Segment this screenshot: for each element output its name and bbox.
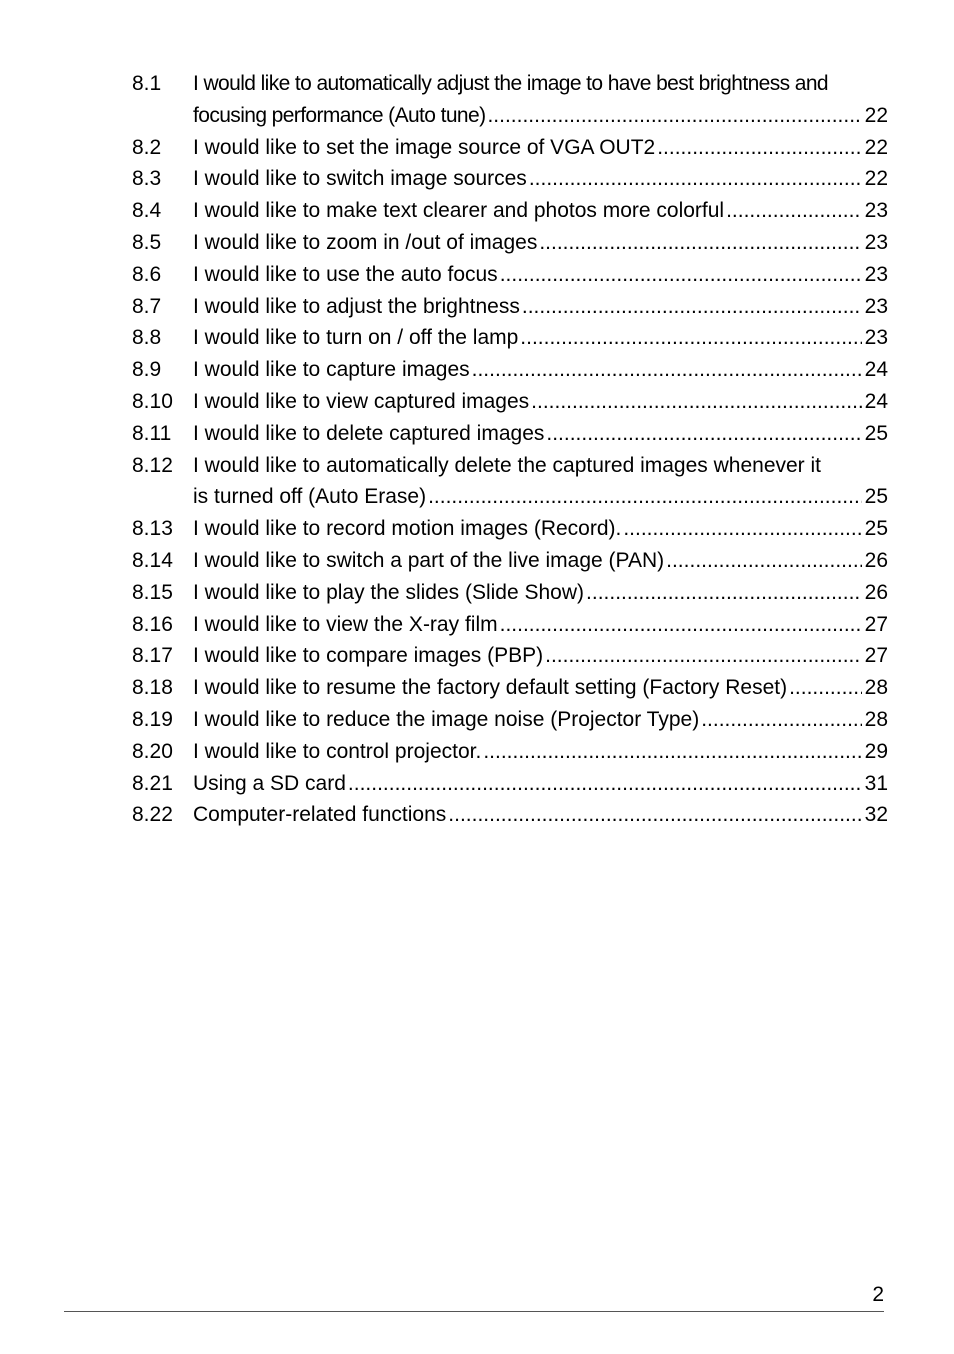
- toc-entry-page: 22: [864, 167, 888, 191]
- toc-entry-number: 8.9: [132, 358, 162, 382]
- toc-entry[interactable]: [132, 195, 888, 227]
- toc-entry-page: 23: [864, 294, 888, 318]
- toc-entry-page: 28: [864, 707, 888, 731]
- dot-leader: [428, 481, 862, 513]
- toc-entry-title: is turned off (Auto Erase): [193, 485, 427, 509]
- toc-entry-title-line: I would like to automatically delete the captured images whenever it: [193, 453, 822, 477]
- toc-entry-title: I would like to switch image sources: [193, 167, 527, 191]
- toc-entry-title: I would like to delete captured images: [193, 421, 545, 445]
- toc-entry-page: 25: [864, 421, 888, 445]
- toc-entry-page: 24: [864, 389, 888, 413]
- footer-divider: [64, 1311, 884, 1312]
- toc-entry-number: 8.12: [132, 453, 173, 477]
- toc-entry[interactable]: [132, 640, 888, 672]
- toc-entry[interactable]: [132, 799, 888, 831]
- page-number: 2: [872, 1283, 884, 1306]
- dot-leader: [726, 195, 862, 227]
- toc-entry-page: 26: [864, 548, 888, 572]
- dot-leader: [348, 768, 862, 800]
- toc-entry-number: 8.13: [132, 517, 173, 541]
- toc-entry[interactable]: [132, 513, 888, 545]
- toc-entry-title: I would like to capture images: [193, 358, 470, 382]
- toc-entry-number: 8.4: [132, 199, 162, 223]
- toc-entry-page: 25: [864, 517, 888, 541]
- dot-leader: [500, 259, 862, 291]
- toc-entry-page: 27: [864, 612, 888, 636]
- toc-entry[interactable]: [132, 322, 888, 354]
- toc-entry-title: Using a SD card: [193, 771, 346, 795]
- toc-entry-title: I would like to adjust the brightness: [193, 294, 520, 318]
- toc-entry-page: 25: [864, 485, 888, 509]
- toc-entry-number: 8.1: [132, 72, 162, 95]
- toc-entry-number: 8.11: [132, 421, 172, 445]
- toc-entry-page: 28: [864, 676, 888, 700]
- toc-entry-title: I would like to set the image source of VGA OUT2: [193, 135, 656, 159]
- dot-leader: [546, 418, 861, 450]
- toc-entry[interactable]: [132, 259, 888, 291]
- dot-leader: [522, 291, 862, 323]
- toc-entry-number: 8.14: [132, 548, 173, 572]
- toc-entry[interactable]: [132, 354, 888, 386]
- toc-entry-title: I would like to resume the factory default setting (Factory Reset): [193, 676, 788, 700]
- toc-entry-title: I would like to use the auto focus: [193, 262, 498, 286]
- dot-leader: [701, 704, 861, 736]
- dot-leader: [539, 227, 861, 259]
- dot-leader: [666, 545, 862, 577]
- toc-entry-title: I would like to play the slides (Slide Show): [193, 580, 585, 604]
- dot-leader: [483, 736, 861, 768]
- toc-entry-page: 29: [864, 739, 888, 763]
- toc-entry-number: 8.21: [132, 771, 173, 795]
- toc-entry[interactable]: [132, 736, 888, 768]
- toc-entry-title-line: I would like to automatically adjust the image to have best brightness and: [193, 72, 828, 95]
- toc-entry-page: 32: [864, 803, 888, 827]
- toc-entry-number: 8.5: [132, 230, 162, 254]
- toc-entry-number: 8.20: [132, 739, 173, 763]
- toc-entry-number: 8.22: [132, 803, 173, 827]
- dot-leader: [500, 609, 862, 641]
- toc-entry[interactable]: [132, 386, 888, 418]
- toc-entry[interactable]: [132, 768, 888, 800]
- toc-entry-page: 26: [864, 580, 888, 604]
- toc-entry[interactable]: [132, 418, 888, 450]
- toc-entry-title: I would like to zoom in /out of images: [193, 230, 538, 254]
- toc-entry-number: 8.17: [132, 644, 173, 668]
- toc-entry-number: 8.15: [132, 580, 173, 604]
- toc-entry-title: focusing performance (Auto tune): [193, 103, 486, 127]
- toc-entry[interactable]: [132, 227, 888, 259]
- toc-entry-page: 31: [864, 771, 888, 795]
- dot-leader: [520, 322, 861, 354]
- dot-leader: [448, 799, 861, 831]
- toc-entry[interactable]: [132, 704, 888, 736]
- toc-entry-number: 8.6: [132, 262, 162, 286]
- toc-entry-number: 8.3: [132, 167, 162, 191]
- toc-entry-title: I would like to record motion images (Record).: [193, 517, 622, 541]
- toc-entry-title: I would like to switch a part of the live image (PAN): [193, 548, 665, 572]
- toc-entry-page: 22: [864, 135, 888, 159]
- toc-entry-number: 8.7: [132, 294, 162, 318]
- toc-entry[interactable]: [132, 609, 888, 641]
- toc-entry-page: 23: [864, 199, 888, 223]
- table-of-contents: [132, 68, 888, 831]
- toc-entry-number: 8.18: [132, 676, 173, 700]
- toc-entry[interactable]: [132, 163, 888, 195]
- toc-entry-number: 8.19: [132, 707, 173, 731]
- toc-entry-number: 8.8: [132, 326, 162, 350]
- dot-leader: [789, 672, 862, 704]
- toc-entry-number: 8.10: [132, 389, 173, 413]
- toc-entry[interactable]: [132, 132, 888, 164]
- toc-entry-page: 22: [864, 103, 888, 127]
- toc-entry-page: 23: [864, 262, 888, 286]
- toc-entry-title: I would like to control projector.: [193, 739, 482, 763]
- toc-entry-title: I would like to make text clearer and photos more colorful: [193, 199, 725, 223]
- toc-entry[interactable]: [132, 68, 888, 132]
- toc-entry-page: 23: [864, 230, 888, 254]
- dot-leader: [657, 132, 861, 164]
- toc-entry-page: 23: [864, 326, 888, 350]
- toc-entry[interactable]: [132, 545, 888, 577]
- toc-entry[interactable]: [132, 450, 888, 514]
- toc-entry-title: I would like to view the X-ray film: [193, 612, 498, 636]
- dot-leader: [545, 640, 862, 672]
- toc-entry-number: 8.16: [132, 612, 173, 636]
- toc-entry[interactable]: [132, 291, 888, 323]
- toc-entry-number: 8.2: [132, 135, 162, 159]
- toc-entry-page: 27: [864, 644, 888, 668]
- toc-entry-title: I would like to turn on / off the lamp: [193, 326, 519, 350]
- dot-leader: [529, 163, 862, 195]
- toc-entry[interactable]: [132, 577, 888, 609]
- toc-entry-page: 24: [864, 358, 888, 382]
- dot-leader: [586, 577, 862, 609]
- toc-entry-title: I would like to compare images (PBP): [193, 644, 544, 668]
- dot-leader: [472, 354, 862, 386]
- dot-leader: [487, 100, 861, 132]
- toc-entry-title: Computer-related functions: [193, 803, 447, 827]
- toc-entry[interactable]: [132, 672, 888, 704]
- toc-entry-title: I would like to reduce the image noise (Projector Type): [193, 707, 700, 731]
- dot-leader: [623, 513, 861, 545]
- toc-entry-title: I would like to view captured images: [193, 389, 530, 413]
- dot-leader: [531, 386, 861, 418]
